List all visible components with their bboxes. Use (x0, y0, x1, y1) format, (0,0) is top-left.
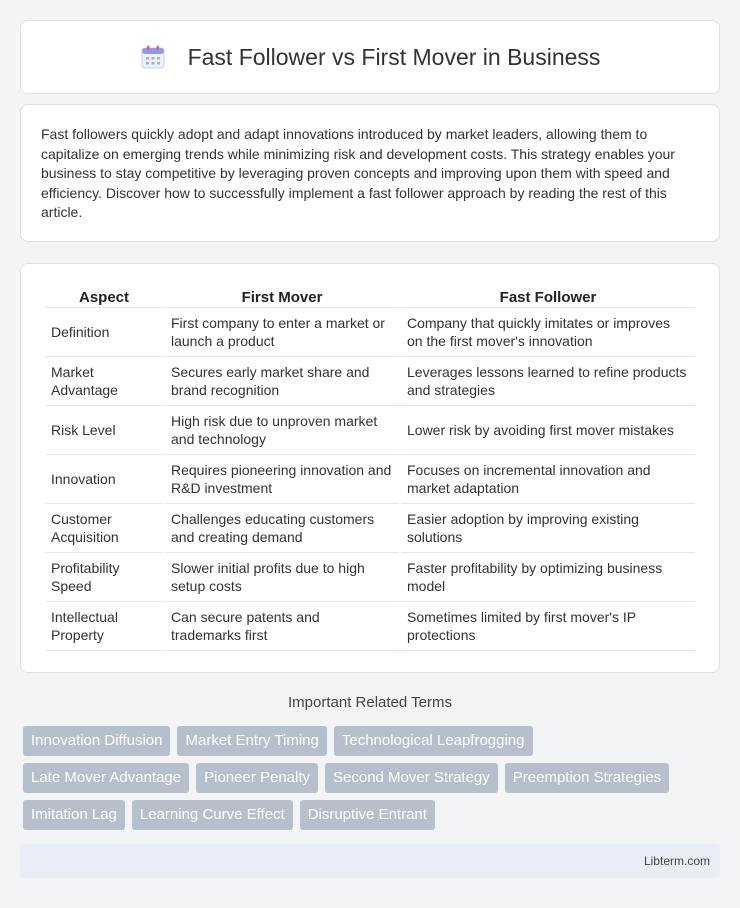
comparison-table (43, 286, 697, 651)
table-row (45, 406, 695, 455)
calendar-icon (140, 44, 166, 70)
header-first-mover: First Mover (165, 286, 399, 308)
intro-card (20, 104, 720, 242)
tag-late-mover-advantage[interactable]: Late Mover Advantage (23, 763, 189, 793)
tag-technological-leapfrogging[interactable]: Technological Leapfrogging (334, 726, 533, 756)
cell-fast-follower: Company that quickly imitates or improves on the first mover's innovation (401, 308, 695, 357)
cell-fast-follower: Sometimes limited by first mover's IP protections (401, 602, 695, 651)
cell-aspect: Market Advantage (45, 357, 163, 406)
table-row (45, 553, 695, 602)
cell-first-mover: Can secure patents and trademarks first (165, 602, 399, 651)
cell-first-mover: Secures early market share and brand recognition (165, 357, 399, 406)
tag-imitation-lag[interactable]: Imitation Lag (23, 800, 125, 830)
tag-row (23, 763, 723, 793)
cell-aspect: Definition (45, 308, 163, 357)
tag-row (23, 726, 723, 756)
footer (20, 844, 720, 878)
footer-site-link[interactable]: Libterm.com (643, 854, 710, 868)
tag-preemption-strategies[interactable]: Preemption Strategies (505, 763, 669, 793)
cell-first-mover: High risk due to unproven market and technology (165, 406, 399, 455)
header-fast-follower: Fast Follower (401, 286, 695, 308)
page-title: Fast Follower vs First Mover in Business (187, 43, 601, 70)
cell-aspect: Profitability Speed (45, 553, 163, 602)
comparison-table-card (20, 263, 720, 673)
table-header-row (45, 286, 695, 308)
cell-fast-follower: Faster profitability by optimizing business model (401, 553, 695, 602)
cell-first-mover: Challenges educating customers and creating demand (165, 504, 399, 553)
table-row (45, 357, 695, 406)
cell-aspect: Intellectual Property (45, 602, 163, 651)
tag-pioneer-penalty[interactable]: Pioneer Penalty (196, 763, 318, 793)
cell-first-mover: Requires pioneering innovation and R&D investment (165, 455, 399, 504)
cell-first-mover: Slower initial profits due to high setup costs (165, 553, 399, 602)
cell-fast-follower: Easier adoption by improving existing solutions (401, 504, 695, 553)
cell-first-mover: First company to enter a market or launch a product (165, 308, 399, 357)
cell-aspect: Innovation (45, 455, 163, 504)
table-row (45, 308, 695, 357)
tag-disruptive-entrant[interactable]: Disruptive Entrant (300, 800, 435, 830)
table-row (45, 455, 695, 504)
tag-row (23, 800, 723, 830)
tag-learning-curve-effect[interactable]: Learning Curve Effect (132, 800, 293, 830)
related-terms-list (23, 726, 723, 837)
header-aspect: Aspect (45, 286, 163, 308)
tag-innovation-diffusion[interactable]: Innovation Diffusion (23, 726, 170, 756)
table-row (45, 602, 695, 651)
cell-fast-follower: Focuses on incremental innovation and market adaptation (401, 455, 695, 504)
table-row (45, 504, 695, 553)
header-card (20, 20, 720, 94)
intro-text: Fast followers quickly adopt and adapt innovations introduced by market leaders, allowing them to capitalize on emerging trends while minimizing risk and development costs. This strategy enables your business to stay competitive by leveraging proven concepts and improving upon them with speed and efficiency. Discover how to successfully implement a fast follower approach by reading the rest of this article. (41, 126, 675, 220)
cell-aspect: Risk Level (45, 406, 163, 455)
related-terms-title: Important Related Terms (288, 694, 452, 711)
cell-fast-follower: Leverages lessons learned to refine products and strategies (401, 357, 695, 406)
cell-aspect: Customer Acquisition (45, 504, 163, 553)
tag-market-entry-timing[interactable]: Market Entry Timing (177, 726, 326, 756)
cell-fast-follower: Lower risk by avoiding first mover mistakes (401, 406, 695, 455)
tag-second-mover-strategy[interactable]: Second Mover Strategy (325, 763, 498, 793)
